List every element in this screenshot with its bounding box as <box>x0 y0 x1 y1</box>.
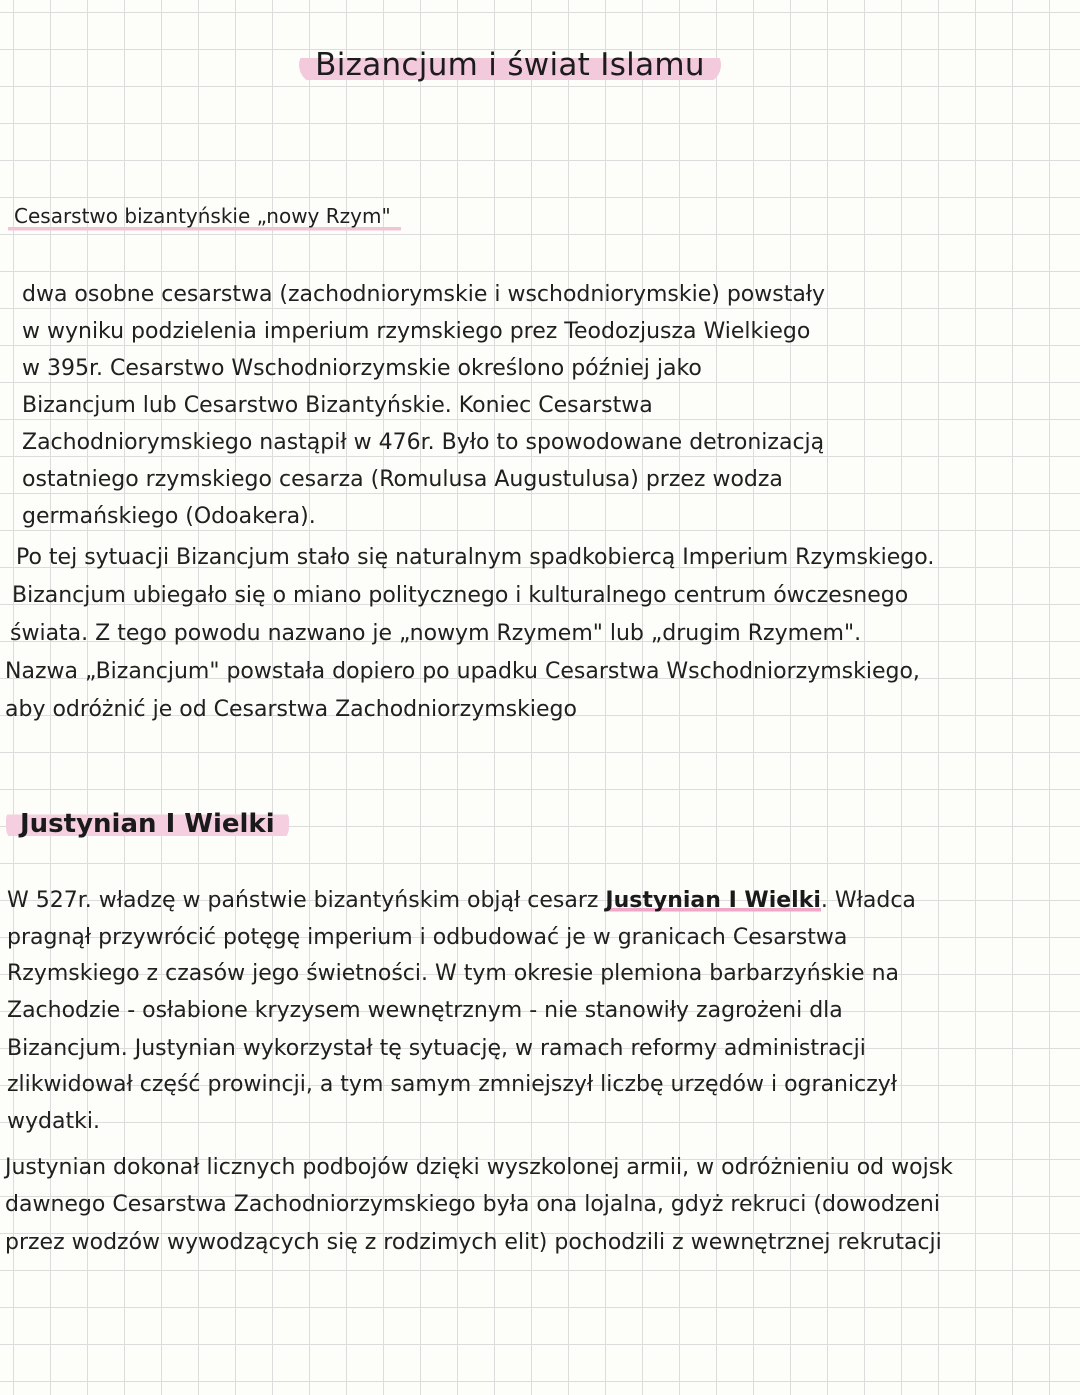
paragraph-line: Bizancjum ubiegało się o miano politycznego i kulturalnego centrum ówczesnego <box>12 583 909 608</box>
paragraph-line: aby odróżnić je od Cesarstwa Zachodniorzymskiego <box>5 697 577 722</box>
paragraph-line: zlikwidował część prowincji, a tym samym zmniejszył liczbę urzędów i ograniczył <box>7 1072 898 1097</box>
paragraph-line: świata. Z tego powodu nazwano je „nowym Rzymem" lub „drugim Rzymem". <box>10 621 862 646</box>
paragraph-line: w wyniku podzielenia imperium rzymskiego prez Teodozjusza Wielkiego <box>22 319 811 344</box>
paragraph-line: Justynian dokonał licznych podbojów dzięki wyszkolonej armii, w odróżnieniu od wojsk <box>5 1155 953 1180</box>
paragraph-line: pragnął przywrócić potęgę imperium i odbudować je w granicach Cesarstwa <box>7 925 848 950</box>
paragraph-line: w 395r. Cesarstwo Wschodniorzymskie określono później jako <box>22 356 702 381</box>
subheading-byzantine-empire: Cesarstwo bizantyńskie „nowy Rzym" <box>8 200 401 232</box>
paragraph-line: Zachodniorymskiego nastąpił w 476r. Było to spowodowane detronizacją <box>22 430 825 455</box>
paragraph-line: dawnego Cesarstwa Zachodniorzymskiego była ona lojalna, gdyż rekruci (dowodzeni <box>5 1192 940 1217</box>
page-title: Bizancjum i świat Islamu <box>299 46 721 84</box>
section-heading-justinian: Justynian I Wielki <box>6 806 289 842</box>
paragraph-line: Rzymskiego z czasów jego świetności. W tym okresie plemiona barbarzyńskie na <box>7 961 899 986</box>
paragraph-line <box>7 886 916 916</box>
paragraph-line: germańskiego (Odoakera). <box>22 504 316 529</box>
highlighted-name: Justynian I Wielki <box>605 888 821 913</box>
text-fragment: . Władca <box>820 888 916 913</box>
paragraph-line: Po tej sytuacji Bizancjum stało się naturalnym spadkobiercą Imperium Rzymskiego. <box>16 545 935 570</box>
paragraph-line: Bizancjum. Justynian wykorzystał tę sytuację, w ramach reformy administracji <box>7 1036 866 1061</box>
paragraph-line: ostatniego rzymskiego cesarza (Romulusa Augustulusa) przez wodza <box>22 467 783 492</box>
paragraph-line: Nazwa „Bizancjum" powstała dopiero po upadku Cesarstwa Wschodniorzymskiego, <box>5 659 920 684</box>
paragraph-line: przez wodzów wywodzących się z rodzimych elit) pochodzili z wewnętrznej rekrutacji <box>5 1230 942 1255</box>
text-fragment: W 527r. władzę w państwie bizantyńskim objął cesarz <box>7 888 606 913</box>
paragraph-line: Zachodzie - osłabione kryzysem wewnętrznym - nie stanowiły zagrożeni dla <box>7 998 843 1023</box>
paragraph-line: Bizancjum lub Cesarstwo Bizantyńskie. Koniec Cesarstwa <box>22 393 653 418</box>
paragraph-line: dwa osobne cesarstwa (zachodniorymskie i wschodniorymskie) powstały <box>22 282 826 307</box>
paragraph-line: wydatki. <box>7 1109 100 1134</box>
